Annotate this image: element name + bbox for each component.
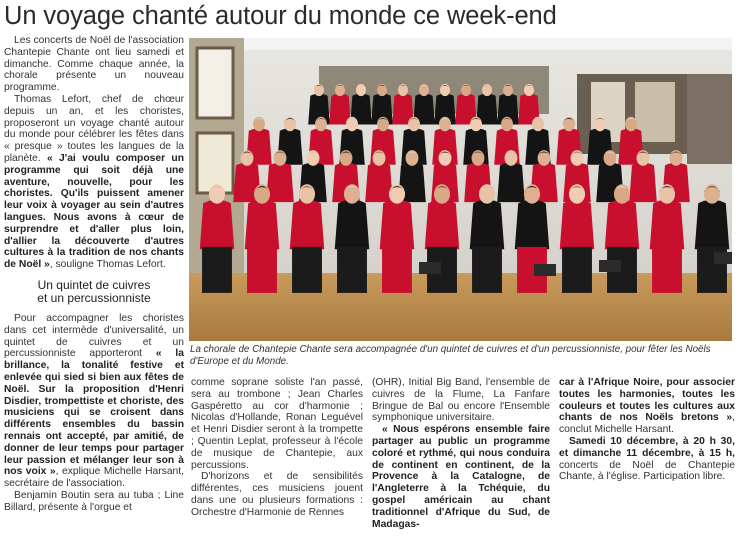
text-run: Thomas Lefort, chef de chœur depuis un an, et les choristes, proposeront un voyage chanté autour du monde pour célébrer les fêtes dans « presque » toutes les langues de la planète.	[4, 93, 184, 164]
paragraph: D'horizons et de sensibilités différentes, ces musiciens jouent dans une ou plusieurs formations : Orchestre d'Harmonie de Rennes	[191, 471, 363, 518]
paragraph: comme soprane soliste l'an passé, sera au trombone ; Jean Charles Gaspéretto au cor d'harmonie ; Nicolas d'Hollande, Ronan Leguével et Henri Disdier seront à la trompette ; Quentin Leplat, professeur à l'école de musique de Chantepie, aux percussions.	[191, 377, 363, 471]
paragraph: Benjamin Boutin sera au tuba ; Line Billard, présente à l'orgue et	[4, 489, 184, 513]
date-run: Samedi 10 décembre, à 20 h 30, et dimanche 11 décembre, à 15 h,	[559, 435, 735, 459]
paragraph: Les concerts de Noël de l'association Chantepie Chante ont lieu samedi et dimanche. Comme chaque année, la chorale présente un nouveau programme.	[4, 35, 184, 94]
text-run: , explique Michelle Harsant, secrétaire de l'association.	[4, 466, 185, 490]
text-run: , conclut Michelle Harsant.	[559, 412, 735, 436]
subheading-line: Un quintet de cuivres	[37, 277, 151, 292]
quote-run: « Nous espérons ensemble faire partager au public un programme coloré et rythmé, qui nous conduira de continent en continent, de la Provence à la Catalogne, de l'Angleterre à la Tchéquie, du gospel américain au chant traditionnel d'Afrique du Sud, de Madagas-	[372, 424, 550, 530]
music-folder	[534, 264, 556, 276]
quote-run: car à l'Afrique Noire, pour associer toutes les harmonies, toutes les couleurs et toutes les cultures aux chants de nos Noëls bretons »	[559, 377, 735, 424]
text-run: , souligne Thomas Lefort.	[49, 259, 166, 271]
headline: Un voyage chanté autour du monde ce week-end	[4, 2, 557, 30]
paragraph	[4, 94, 184, 271]
paragraph	[4, 313, 184, 490]
paragraph: (OHR), Initial Big Band, l'ensemble de cuivres de la Flume, La Fanfare Bringue de Bal ou encore l'Ensemble symphonique universitaire.	[372, 377, 550, 424]
article-column-3	[372, 377, 550, 530]
subheading-line: et un percussionniste	[37, 291, 151, 306]
article-column-2	[191, 377, 363, 519]
music-folder	[599, 260, 621, 272]
photo-caption: La chorale de Chantepie Chante sera accompagnée d'un quintet de cuivres et d'un percussionniste, pour fêter les Noëls d'Europe et du Monde.	[190, 344, 711, 367]
music-folder	[419, 262, 441, 274]
text-run: Pour accompagner les choristes dans cet intermède d'universalité, un quintet de cuivres et un percussionniste apporteront	[4, 312, 184, 360]
subheading	[4, 279, 184, 306]
choir-photo-illustration	[189, 38, 732, 341]
music-folder	[714, 252, 732, 264]
article-column-4	[559, 377, 735, 483]
choir-photo	[189, 38, 732, 341]
quote-run: « J'ai voulu composer un programme qui soit déjà une aventure, nouvelle, pour les choristes. Qu'ils puissent amener leur voix à voyager au sein d'autres langues. Nous avons à cœur de surprendre et d'aller plus loin, d'allier la découverte d'autres cultures à la tradition de nos chants de Noël »	[4, 152, 184, 271]
quote-run: « la brillance, la tonalité festive et enlevée qui sied si bien aux fêtes de Noël. Sur la proposition d'Henri Disdier, trompettiste et choriste, des musiciens qui se croisent dans différents ensembles du bassin rennais ont accepté, par amitié, de donner de leur temps pour partager leur passion et mélanger leur son à nos voix »	[4, 348, 184, 478]
text-run: concerts de Noël de Chantepie Chante, à l'église. Participation libre.	[559, 459, 735, 483]
paragraph	[559, 377, 735, 436]
article-column-1	[4, 35, 184, 513]
paragraph	[372, 424, 550, 530]
paragraph	[559, 436, 735, 483]
